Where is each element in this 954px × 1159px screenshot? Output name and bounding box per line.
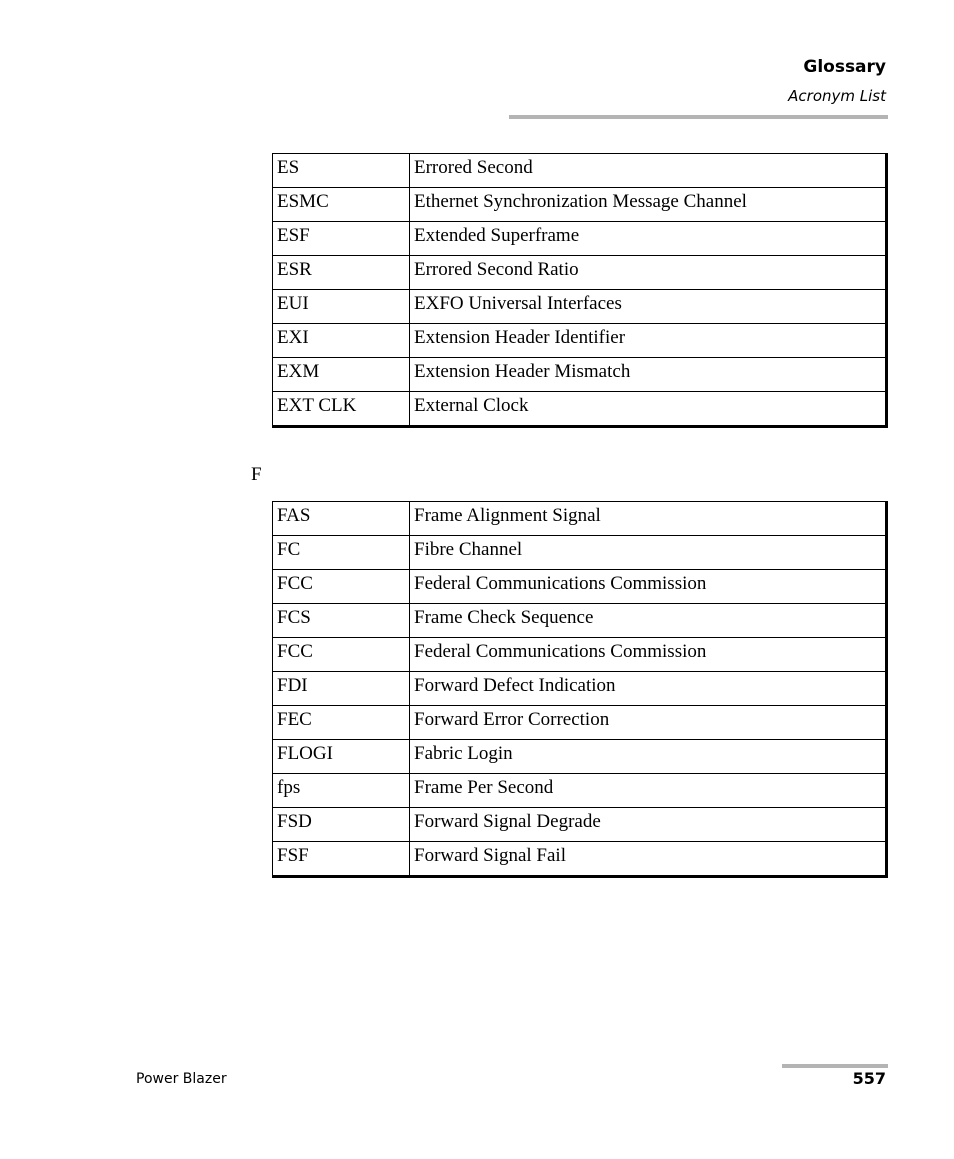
definition-cell: Frame Alignment Signal xyxy=(410,502,887,536)
acronym-cell: FSD xyxy=(273,808,410,842)
acronym-cell: FC xyxy=(273,536,410,570)
table-row xyxy=(273,392,887,427)
definition-cell: Forward Error Correction xyxy=(410,706,887,740)
definition-cell: Federal Communications Commission xyxy=(410,570,887,604)
acronym-cell: FDI xyxy=(273,672,410,706)
table-row xyxy=(273,188,887,222)
definition-cell: Forward Defect Indication xyxy=(410,672,887,706)
table-row xyxy=(273,842,887,877)
acronym-cell: FLOGI xyxy=(273,740,410,774)
table-row xyxy=(273,774,887,808)
table-row xyxy=(273,570,887,604)
definition-cell: External Clock xyxy=(410,392,887,427)
table-row xyxy=(273,154,887,188)
acronym-cell: FCC xyxy=(273,638,410,672)
definition-cell: Frame Check Sequence xyxy=(410,604,887,638)
footer-divider xyxy=(782,1064,888,1068)
table-row xyxy=(273,638,887,672)
table-row xyxy=(273,324,887,358)
table-row xyxy=(273,706,887,740)
table-row xyxy=(273,536,887,570)
definition-cell: EXFO Universal Interfaces xyxy=(410,290,887,324)
definition-cell: Extension Header Mismatch xyxy=(410,358,887,392)
definition-cell: Forward Signal Fail xyxy=(410,842,887,877)
footer-page-number: 557 xyxy=(852,1069,886,1088)
definition-cell: Forward Signal Degrade xyxy=(410,808,887,842)
page-header-subtitle: Acronym List xyxy=(788,87,886,105)
footer-product-name: Power Blazer xyxy=(136,1071,227,1087)
acronym-cell: ESR xyxy=(273,256,410,290)
table-row xyxy=(273,740,887,774)
acronym-cell: FAS xyxy=(273,502,410,536)
header-divider xyxy=(509,115,888,119)
table-row xyxy=(273,222,887,256)
acronym-cell: EXM xyxy=(273,358,410,392)
acronym-cell: EUI xyxy=(273,290,410,324)
acronym-cell: fps xyxy=(273,774,410,808)
acronym-cell: EXT CLK xyxy=(273,392,410,427)
definition-cell: Ethernet Synchronization Message Channel xyxy=(410,188,887,222)
table-row xyxy=(273,290,887,324)
definition-cell: Extension Header Identifier xyxy=(410,324,887,358)
definition-cell: Fabric Login xyxy=(410,740,887,774)
definition-cell: Extended Superframe xyxy=(410,222,887,256)
acronym-table-e xyxy=(272,153,888,428)
definition-cell: Federal Communications Commission xyxy=(410,638,887,672)
table-row xyxy=(273,808,887,842)
definition-cell: Errored Second xyxy=(410,154,887,188)
acronym-cell: ESF xyxy=(273,222,410,256)
page-header-title: Glossary xyxy=(803,57,886,77)
acronym-cell: FCC xyxy=(273,570,410,604)
acronym-cell: FEC xyxy=(273,706,410,740)
acronym-cell: ES xyxy=(273,154,410,188)
definition-cell: Errored Second Ratio xyxy=(410,256,887,290)
table-row xyxy=(273,604,887,638)
table-row xyxy=(273,672,887,706)
acronym-cell: EXI xyxy=(273,324,410,358)
table-row xyxy=(273,502,887,536)
table-row xyxy=(273,358,887,392)
definition-cell: Fibre Channel xyxy=(410,536,887,570)
table-row xyxy=(273,256,887,290)
acronym-cell: ESMC xyxy=(273,188,410,222)
acronym-cell: FCS xyxy=(273,604,410,638)
section-heading-f: F xyxy=(251,464,262,485)
acronym-cell: FSF xyxy=(273,842,410,877)
acronym-table-f xyxy=(272,501,888,878)
definition-cell: Frame Per Second xyxy=(410,774,887,808)
